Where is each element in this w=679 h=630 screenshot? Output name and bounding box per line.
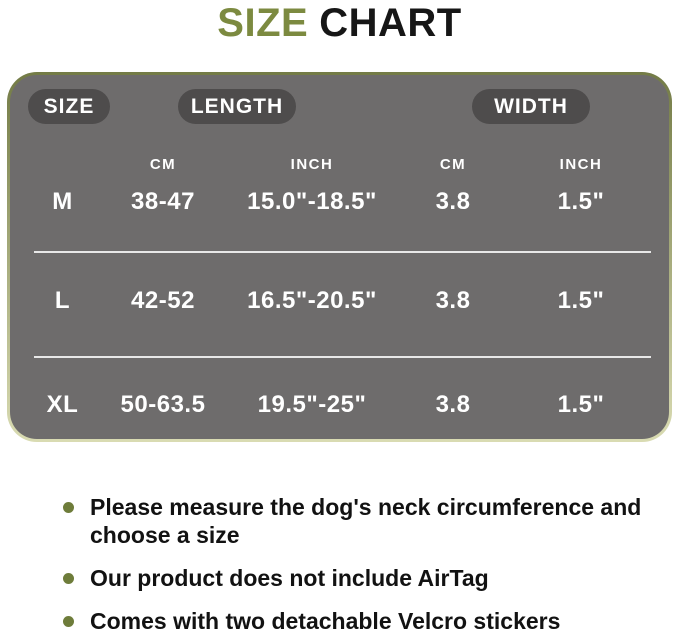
width-header-pill: WIDTH [472,89,590,124]
unit-header-length-cm: CM [149,156,177,173]
cell-width-cm: 3.8 [435,287,471,314]
size-chart-panel [7,72,672,442]
cell-size: XL [46,391,79,418]
cell-width-cm: 3.8 [435,391,471,418]
page-title [0,0,679,46]
note-text: Please measure the dog's neck circumference and choose a size [90,494,642,548]
cell-length-cm: 42-52 [131,287,195,314]
row-divider [34,251,651,253]
cell-length-cm: 50-63.5 [120,391,206,418]
cell-size: M [52,188,73,215]
cell-size: L [54,287,71,314]
cell-length-inch: 19.5"-25" [257,391,367,418]
table-row-xl [10,391,669,419]
unit-header-row [10,157,669,173]
length-header-pill: LENGTH [178,89,296,124]
page-title-rest: CHART [319,1,462,45]
cell-width-inch: 1.5" [557,391,605,418]
cell-length-cm: 38-47 [131,188,195,215]
cell-width-cm: 3.8 [435,188,471,215]
size-header-pill: SIZE [28,89,110,124]
unit-header-width-inch: INCH [559,156,603,173]
note-text: Our product does not include AirTag [90,565,489,591]
cell-length-inch: 16.5"-20.5" [247,287,377,314]
unit-header-width-cm: CM [439,156,467,173]
bullet-dot-icon [63,616,74,627]
cell-width-inch: 1.5" [557,287,605,314]
notes-list [63,493,679,630]
cell-length-inch: 15.0"-18.5" [247,188,377,215]
note-text: Comes with two detachable Velcro stickers [90,608,561,630]
page-title-highlight: SIZE [217,1,309,45]
row-divider [34,356,651,358]
note-item [63,564,655,592]
unit-header-length-inch: INCH [290,156,334,173]
bullet-dot-icon [63,502,74,513]
bullet-dot-icon [63,573,74,584]
table-row-l [10,287,669,315]
table-row-m [10,188,669,216]
note-item [63,493,655,549]
cell-width-inch: 1.5" [557,188,605,215]
note-item [63,607,655,630]
